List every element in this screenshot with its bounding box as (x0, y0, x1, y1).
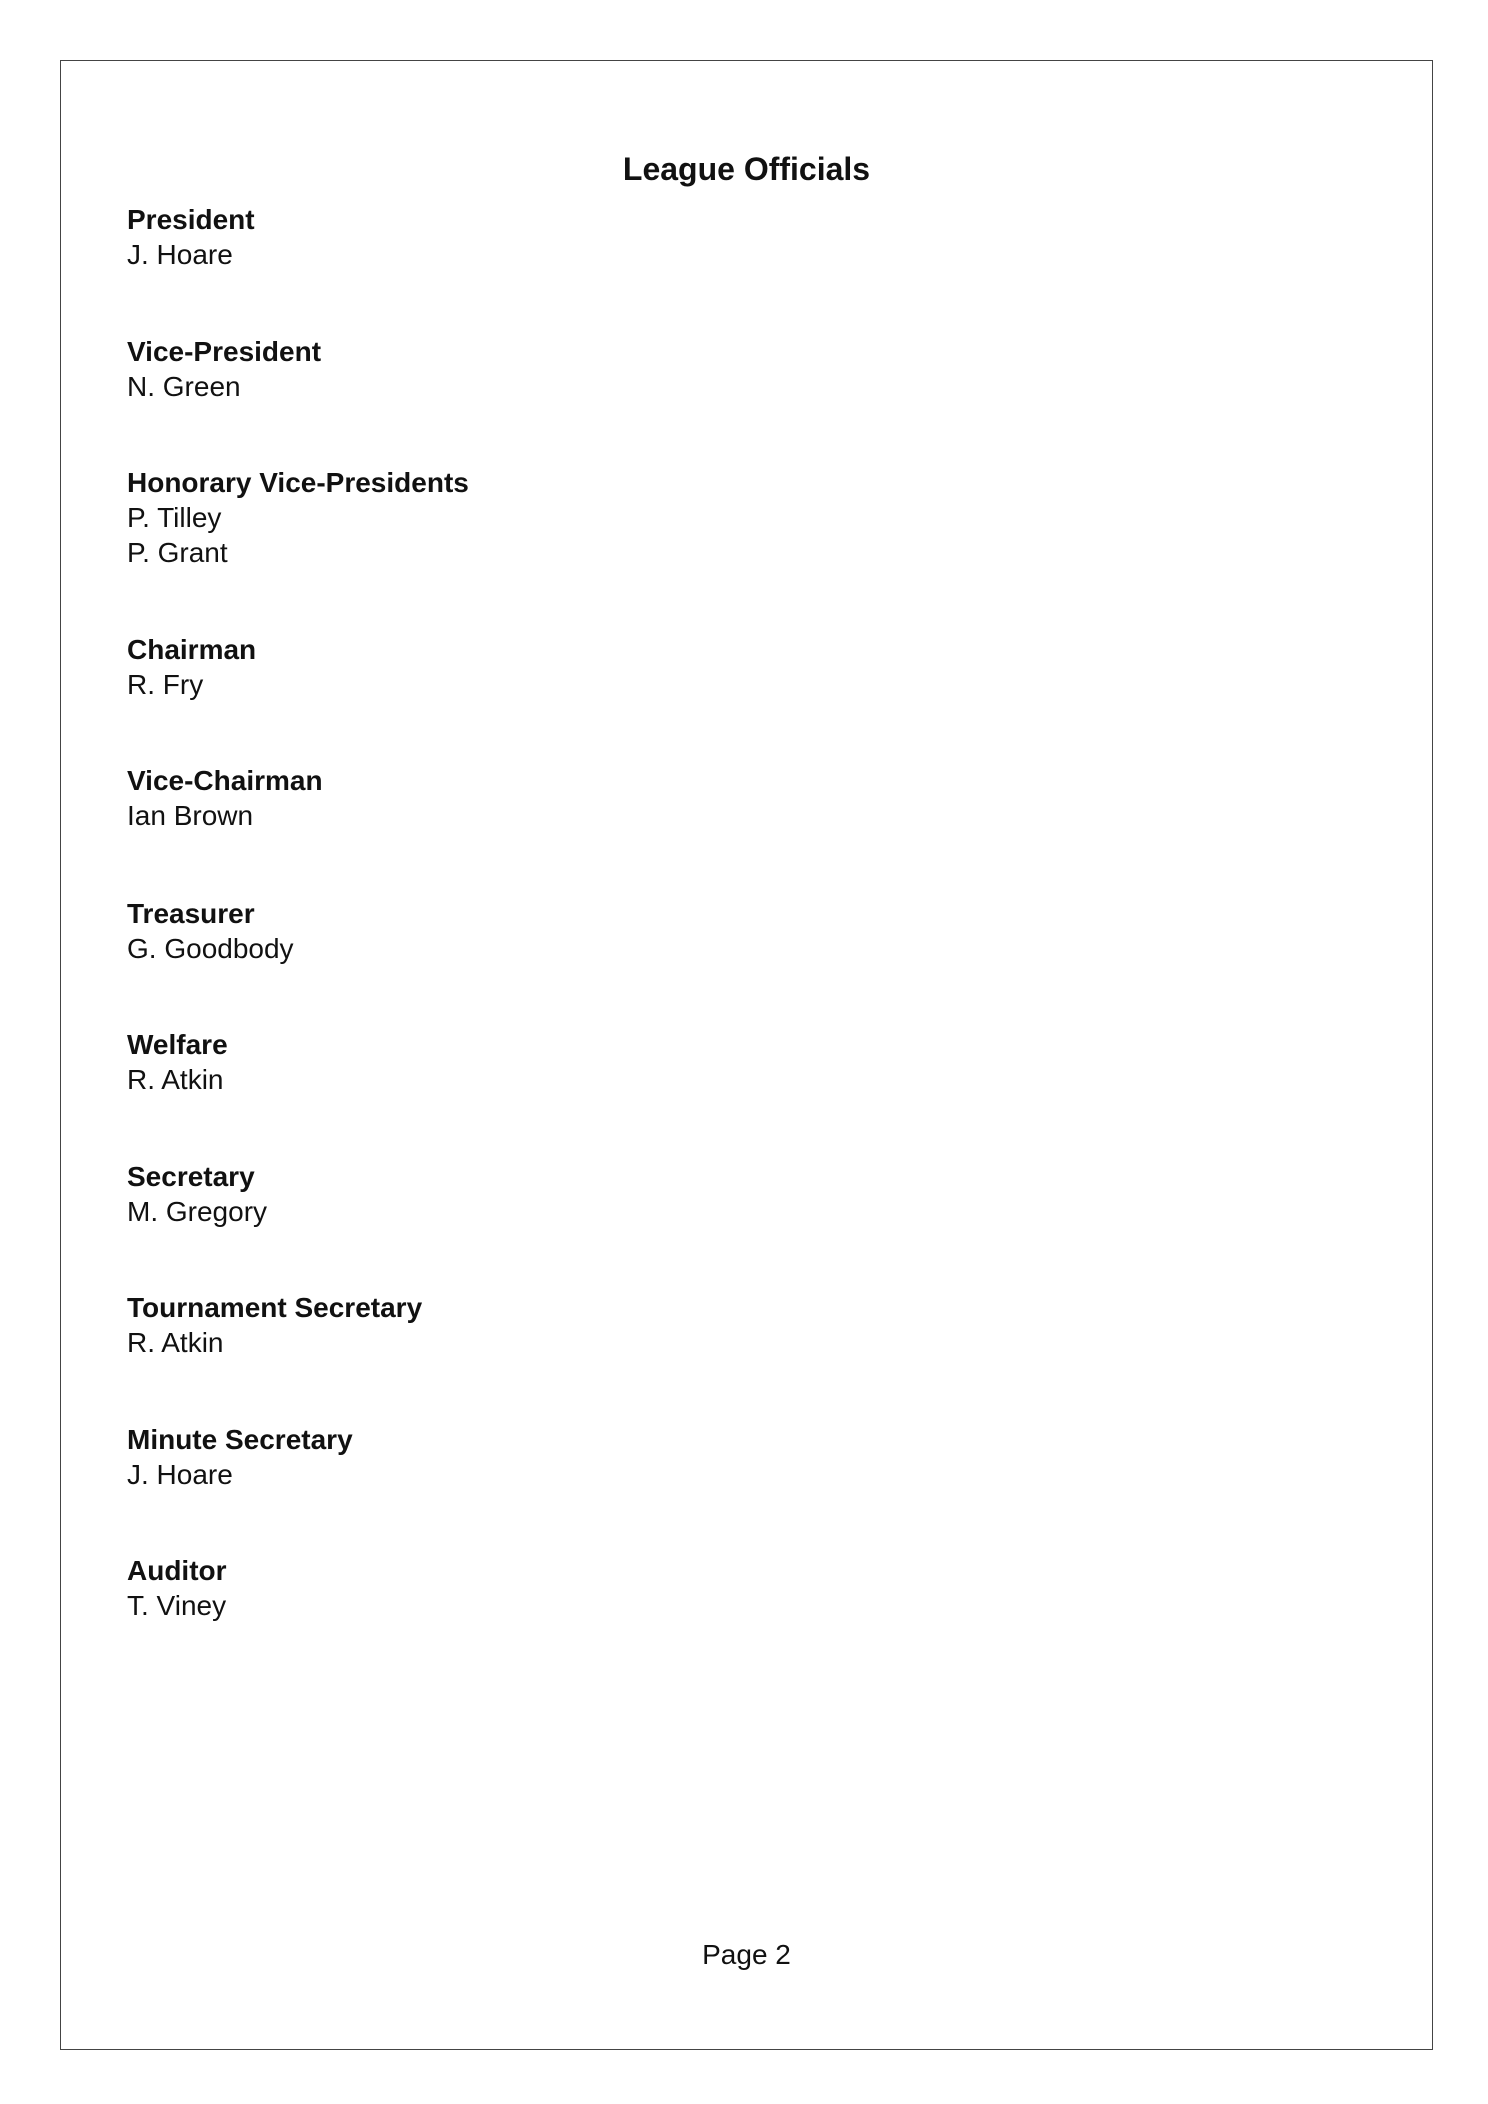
office-minute-secretary (127, 1422, 353, 1492)
office-role: Tournament Secretary (127, 1292, 423, 1323)
office-secretary (127, 1159, 267, 1229)
office-treasurer (127, 896, 294, 966)
office-holder: P. Grant (127, 537, 228, 568)
office-holder: R. Atkin (127, 1064, 224, 1095)
office-role: Minute Secretary (127, 1424, 353, 1455)
office-vice-chairman (127, 763, 323, 833)
office-holder: J. Hoare (127, 1459, 233, 1490)
office-tournament-secretary (127, 1290, 422, 1360)
office-president (127, 202, 255, 272)
office-holder: R. Fry (127, 669, 204, 700)
office-role: Honorary Vice-Presidents (127, 467, 469, 498)
office-role: Vice-President (127, 336, 322, 367)
office-welfare (127, 1027, 228, 1097)
office-holder: G. Goodbody (127, 933, 294, 964)
office-holder: Ian Brown (127, 800, 254, 831)
office-holder: T. Viney (127, 1590, 227, 1621)
office-role: Auditor (127, 1555, 227, 1586)
page-number: Page 2 (702, 1939, 791, 1970)
office-holder: J. Hoare (127, 239, 233, 270)
office-role: Secretary (127, 1161, 255, 1192)
office-holder: P. Tilley (127, 502, 222, 533)
office-role: Chairman (127, 634, 257, 665)
office-honorary-vice-presidents (127, 465, 469, 570)
office-vice-president (127, 334, 321, 404)
office-role: Vice-Chairman (127, 765, 323, 796)
office-role: President (127, 204, 255, 235)
office-role: Treasurer (127, 898, 255, 929)
office-holder: R. Atkin (127, 1327, 224, 1358)
office-holder: N. Green (127, 371, 241, 402)
office-auditor (127, 1553, 227, 1623)
page-title: League Officials (622, 151, 871, 187)
page-frame (60, 60, 1433, 2050)
office-holder: M. Gregory (127, 1196, 268, 1227)
office-role: Welfare (127, 1029, 228, 1060)
office-chairman (127, 632, 256, 702)
